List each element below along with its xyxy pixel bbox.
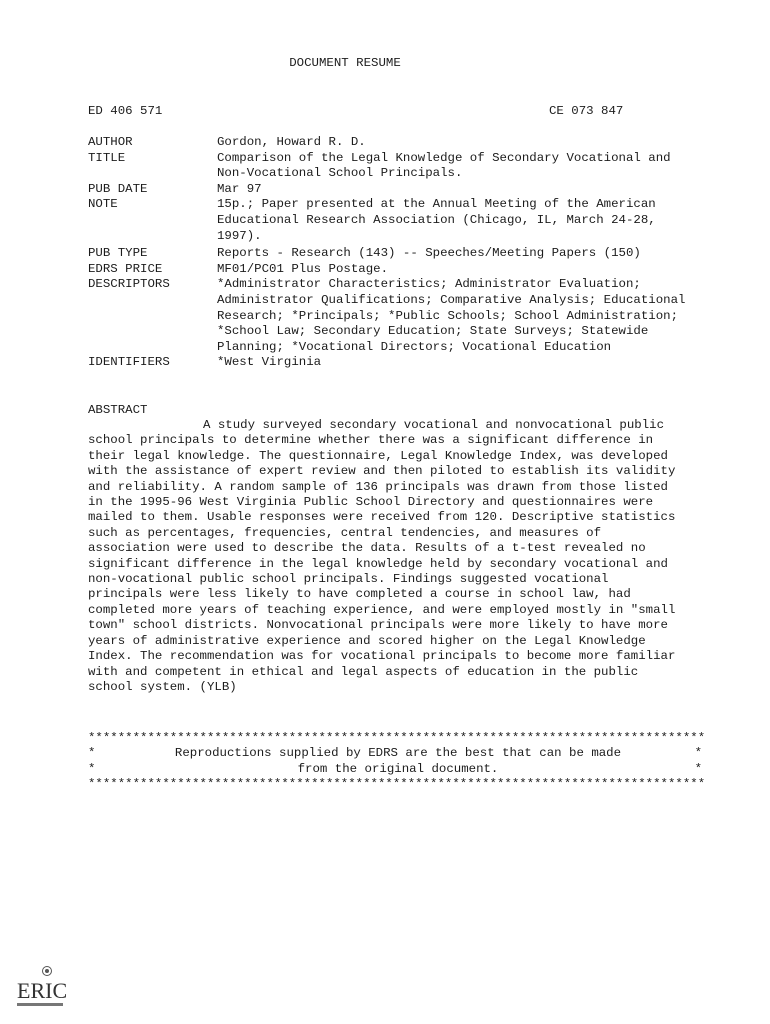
notice-line-1: Reproductions supplied by EDRS are the best that can be made (174, 746, 622, 760)
abstract-heading: ABSTRACT (88, 403, 148, 417)
document-title: DOCUMENT RESUME (289, 56, 401, 70)
field-value: MF01/PC01 Plus Postage. (217, 261, 389, 276)
field-label: TITLE (88, 150, 126, 165)
star-border-top: *********************************************************************************** (88, 731, 706, 745)
star-mark: * (694, 746, 702, 760)
field-identifiers (88, 355, 698, 371)
ed-number: ED 406 571 (88, 104, 163, 118)
field-value: Reports - Research (143) -- Speeches/Meeting Papers (150) (217, 246, 641, 261)
field-edrs-price (88, 262, 698, 278)
field-title (88, 151, 698, 182)
field-label: IDENTIFIERS (88, 355, 170, 370)
star-mark: * (694, 761, 702, 776)
eric-seal-icon (43, 967, 52, 976)
field-label: DESCRIPTORS (88, 277, 170, 292)
field-label: EDRS PRICE (88, 261, 163, 276)
field-value: *Administrator Characteristics; Administrator Evaluation; Administrator Qualifications; Comparative Analysis; Educational Research; *Principals; *Public Schools; School Administration; *School Law; Secondary Education; State Surveys; Statewide Planning; *Vocational Directors; Vocational Education (217, 277, 686, 354)
abstract-body: A study surveyed secondary vocational and nonvocational public school principals to determine whether there was a significant difference in their legal knowledge. The questionnaire, Legal Knowledge Index, was developed with the assistance of expert review and then piloted to establish its validity and reliability. A random sample of 136 principals was drawn from those listed in the 1995-96 West Virginia Public School Directory and questionnaires were mailed to them. Usable responses were received from 120. Descriptive statistics such as percentages, frequencies, central tendencies, and measures of association were used to describe the data. Results of a t-test revealed no significant difference in the legal knowledge held by secondary vocational and non-vocational public school principals. Findings suggested vocational principals were less likely to have completed a course in school law, had completed more years of teaching experience, and were employed mostly in "small town" school districts. Nonvocational principals were more likely to have more years of administrative experience and scored higher on the Legal Knowledge Index. The recommendation was for vocational principals to become more familiar with and competent in ethical and legal aspects of education in the public school system. (YLB) (88, 418, 676, 694)
ce-number: CE 073 847 (549, 104, 624, 118)
field-value: 15p.; Paper presented at the Annual Meeting of the American Educational Research Association (Chicago, IL, March 24-28, 1997). (217, 197, 656, 243)
field-label: NOTE (88, 197, 118, 212)
field-value: Gordon, Howard R. D. (217, 135, 366, 149)
field-label: AUTHOR (88, 135, 133, 149)
field-descriptors (88, 277, 698, 355)
field-value: Comparison of the Legal Knowledge of Secondary Vocational and Non-Vocational School Principals. (217, 150, 671, 181)
reproduction-notice (88, 746, 708, 777)
notice-line-2: from the original document. (297, 761, 499, 776)
field-pub-date (88, 182, 698, 198)
field-value: *West Virginia (217, 355, 322, 370)
field-label: PUB DATE (88, 181, 148, 196)
metadata-fields (88, 135, 698, 371)
eric-logo (16, 965, 68, 1009)
star-mark: * (88, 761, 96, 776)
star-mark: * (88, 746, 96, 760)
logo-text: ERIC (17, 978, 68, 1003)
field-pub-type (88, 246, 698, 262)
field-label: PUB TYPE (88, 246, 148, 261)
star-border-bottom: *********************************************************************************** (88, 777, 706, 791)
field-value: Mar 97 (217, 181, 262, 196)
field-author (88, 135, 698, 151)
field-note (88, 197, 698, 244)
